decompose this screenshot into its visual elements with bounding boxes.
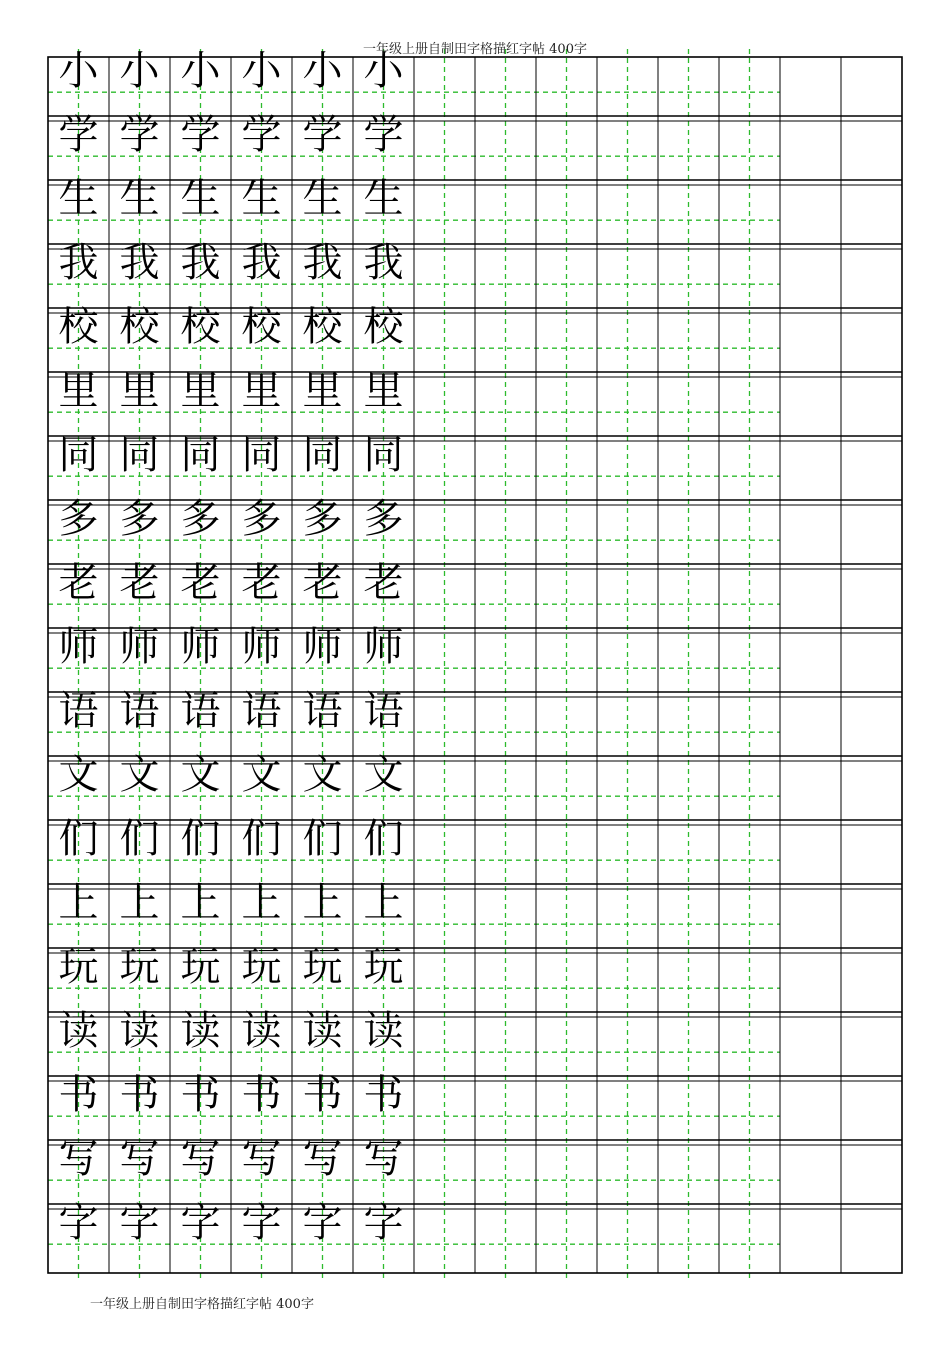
practice-char: 我: [58, 239, 99, 286]
practice-char: 语: [363, 687, 404, 734]
practice-char: 小: [241, 47, 282, 94]
practice-char: 读: [58, 1007, 99, 1054]
practice-char: 小: [363, 47, 404, 94]
practice-char: 上: [363, 879, 404, 926]
practice-char: 师: [119, 623, 160, 670]
practice-char: 玩: [180, 943, 221, 990]
practice-char: 学: [58, 111, 99, 158]
practice-char: 校: [363, 303, 404, 350]
footer-title: 一年级上册自制田字格描红字帖 400字: [90, 1297, 314, 1312]
practice-char: 字: [180, 1199, 221, 1246]
practice-char: 玩: [58, 943, 99, 990]
practice-char: 文: [363, 751, 404, 798]
practice-char: 上: [241, 879, 282, 926]
practice-char: 书: [302, 1071, 343, 1118]
practice-char: 校: [180, 303, 221, 350]
practice-char: 里: [58, 367, 99, 414]
practice-char: 们: [241, 815, 282, 862]
practice-char: 读: [180, 1007, 221, 1054]
practice-char: 字: [241, 1199, 282, 1246]
practice-char: 写: [363, 1135, 404, 1182]
practice-char: 生: [180, 175, 221, 222]
practice-char: 书: [241, 1071, 282, 1118]
practice-char: 小: [180, 47, 221, 94]
practice-char: 字: [58, 1199, 99, 1246]
practice-char: 们: [58, 815, 99, 862]
practice-char: 写: [302, 1135, 343, 1182]
practice-char: 文: [241, 751, 282, 798]
practice-char: 我: [302, 239, 343, 286]
practice-char: 玩: [119, 943, 160, 990]
practice-char: 生: [302, 175, 343, 222]
practice-char: 学: [241, 111, 282, 158]
practice-char: 多: [180, 495, 221, 542]
practice-char: 语: [302, 687, 343, 734]
practice-char: 多: [302, 495, 343, 542]
practice-char: 师: [241, 623, 282, 670]
practice-char: 里: [119, 367, 160, 414]
practice-char: 老: [58, 559, 99, 606]
practice-char: 师: [363, 623, 404, 670]
practice-char: 上: [119, 879, 160, 926]
practice-char: 书: [119, 1071, 160, 1118]
practice-char: 上: [58, 879, 99, 926]
practice-char: 里: [302, 367, 343, 414]
practice-char: 读: [119, 1007, 160, 1054]
practice-char: 同: [302, 431, 343, 478]
practice-char: 校: [119, 303, 160, 350]
practice-char: 读: [241, 1007, 282, 1054]
practice-char: 校: [58, 303, 99, 350]
practice-char: 我: [119, 239, 160, 286]
practice-char: 语: [180, 687, 221, 734]
practice-char: 师: [58, 623, 99, 670]
practice-char: 师: [180, 623, 221, 670]
practice-char: 们: [180, 815, 221, 862]
practice-char: 我: [241, 239, 282, 286]
practice-char: 书: [180, 1071, 221, 1118]
practice-char: 写: [241, 1135, 282, 1182]
practice-char: 里: [241, 367, 282, 414]
practice-char: 里: [363, 367, 404, 414]
practice-char: 字: [119, 1199, 160, 1246]
practice-char: 同: [58, 431, 99, 478]
practice-char: 同: [119, 431, 160, 478]
practice-char: 老: [180, 559, 221, 606]
practice-char: 同: [180, 431, 221, 478]
practice-char: 上: [180, 879, 221, 926]
practice-char: 多: [58, 495, 99, 542]
practice-char: 同: [363, 431, 404, 478]
practice-char: 语: [241, 687, 282, 734]
practice-char: 语: [58, 687, 99, 734]
header-title: 一年级上册自制田字格描红字帖 400字: [363, 42, 587, 57]
practice-char: 校: [302, 303, 343, 350]
practice-char: 生: [363, 175, 404, 222]
practice-char: 老: [241, 559, 282, 606]
practice-char: 多: [241, 495, 282, 542]
practice-char: 写: [180, 1135, 221, 1182]
practice-char: 书: [363, 1071, 404, 1118]
practice-char: 小: [302, 47, 343, 94]
practice-char: 文: [302, 751, 343, 798]
practice-char: 师: [302, 623, 343, 670]
practice-char: 我: [363, 239, 404, 286]
practice-char: 字: [363, 1199, 404, 1246]
practice-char: 我: [180, 239, 221, 286]
practice-char: 写: [58, 1135, 99, 1182]
practice-char: 小: [58, 47, 99, 94]
practice-char: 上: [302, 879, 343, 926]
practice-char: 学: [302, 111, 343, 158]
practice-char: 多: [119, 495, 160, 542]
practice-char: 语: [119, 687, 160, 734]
practice-char: 生: [241, 175, 282, 222]
practice-char: 文: [180, 751, 221, 798]
practice-char: 文: [58, 751, 99, 798]
practice-char: 校: [241, 303, 282, 350]
practice-char: 写: [119, 1135, 160, 1182]
practice-char: 玩: [363, 943, 404, 990]
practice-char: 读: [302, 1007, 343, 1054]
practice-char: 学: [180, 111, 221, 158]
practice-char: 学: [363, 111, 404, 158]
practice-char: 老: [119, 559, 160, 606]
practice-char: 老: [363, 559, 404, 606]
practice-char: 字: [302, 1199, 343, 1246]
practice-char: 文: [119, 751, 160, 798]
practice-char: 老: [302, 559, 343, 606]
practice-char: 生: [58, 175, 99, 222]
practice-char: 书: [58, 1071, 99, 1118]
practice-char: 们: [363, 815, 404, 862]
practice-char: 同: [241, 431, 282, 478]
practice-char: 们: [119, 815, 160, 862]
practice-char: 玩: [241, 943, 282, 990]
practice-char: 玩: [302, 943, 343, 990]
practice-char: 小: [119, 47, 160, 94]
practice-char: 里: [180, 367, 221, 414]
practice-char: 学: [119, 111, 160, 158]
practice-char: 们: [302, 815, 343, 862]
practice-char: 读: [363, 1007, 404, 1054]
practice-char: 生: [119, 175, 160, 222]
practice-char: 多: [363, 495, 404, 542]
